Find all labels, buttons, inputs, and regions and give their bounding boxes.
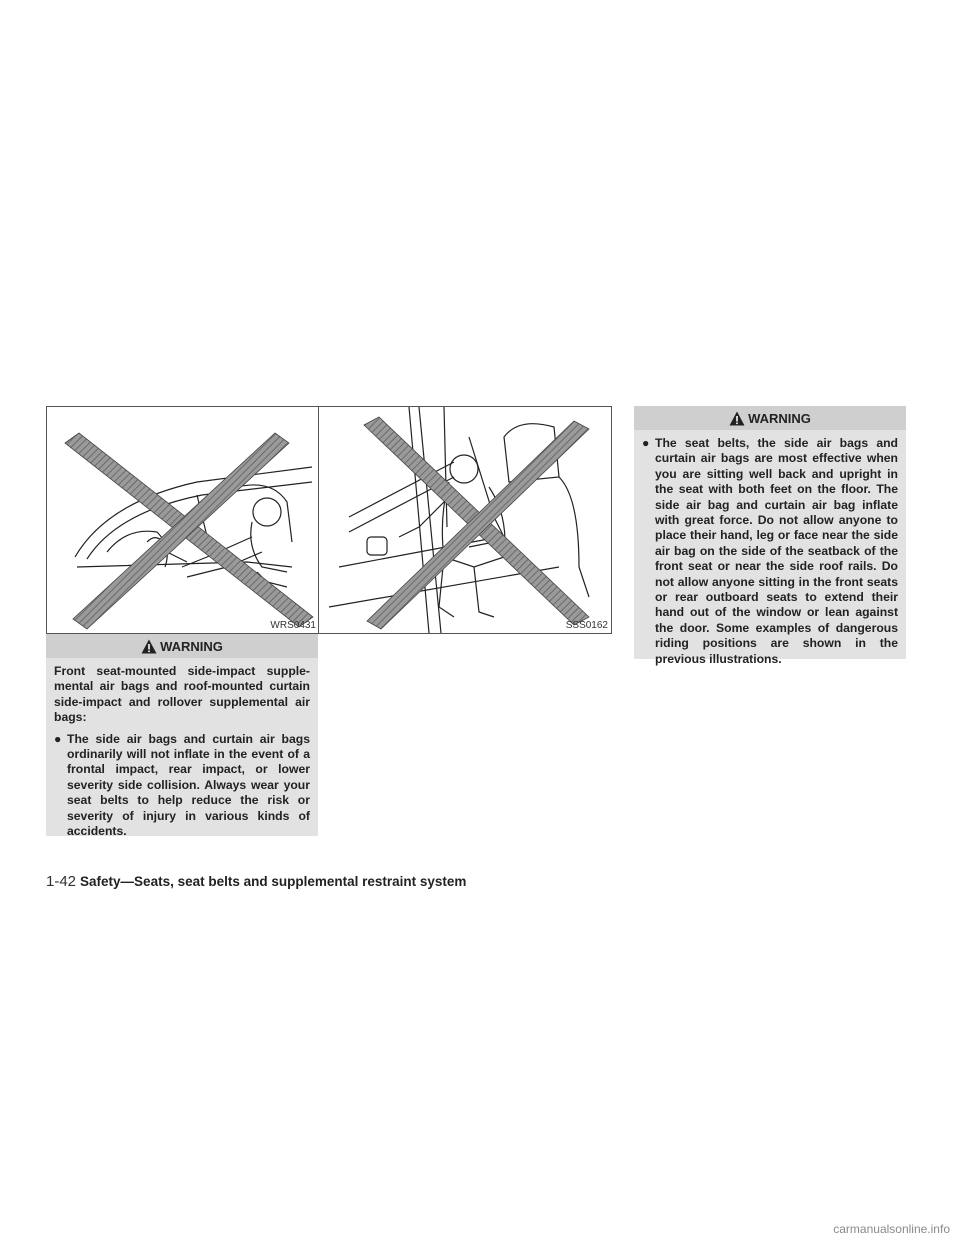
figure-child-leaning-on-door (318, 406, 612, 634)
bullet-icon: ● (642, 436, 650, 450)
warning-header (46, 634, 318, 658)
illustration-child-leaning-on-door (319, 407, 611, 633)
figure-driver-leaning (46, 406, 320, 634)
watermark-link[interactable]: carmanualsonline.info (833, 1222, 950, 1236)
warning-triangle-icon (729, 411, 745, 426)
page-number: 1-42 (46, 873, 77, 890)
warning-box-side-airbags (46, 634, 318, 839)
section-title: Safety—Seats, seat belts and supplemental restraint system (80, 874, 467, 889)
illustration-driver-leaning (47, 407, 319, 633)
figure-code: WRS0431 (270, 620, 316, 631)
warning-box-seating-position (634, 406, 906, 666)
warning-bullet (54, 732, 310, 840)
page-footer (46, 873, 466, 890)
bullet-icon: ● (54, 731, 62, 746)
warning-intro: Front seat-mounted side-impact supple-mental air bags and roof-mounted curtain side-impact and rollover supplemental air bags: (54, 664, 310, 725)
warning-header (634, 406, 906, 430)
warning-triangle-icon (141, 639, 157, 654)
warning-title: WARNING (748, 410, 811, 426)
bullet-text: The side air bags and curtain air bags ordinarily will not inflate in the event of a frontal impact, rear impact, or lower severity side collision. Always wear your seat belts to help reduce the risk or severity of injury in various kinds of accidents. (67, 731, 310, 839)
warning-bullet (642, 436, 898, 667)
warning-title: WARNING (160, 638, 223, 654)
figure-code: SSS0162 (565, 620, 608, 631)
bullet-text: The seat belts, the side air bags and curtain air bags are most effective when you are sitting well back and upright in the seat with both feet on the floor. The side air bag and curtain air bag inflate with great force. Do not allow anyone to place their hand, leg or face near the side air bag on the side of the seatback of the front seat or near the side roof rails. Do not allow anyone sitting in the front seats or rear outboard seats to extend their hand out of the window or lean against the door. Some examples of dangerous riding positions are shown in the previous illustrations. (655, 436, 898, 666)
